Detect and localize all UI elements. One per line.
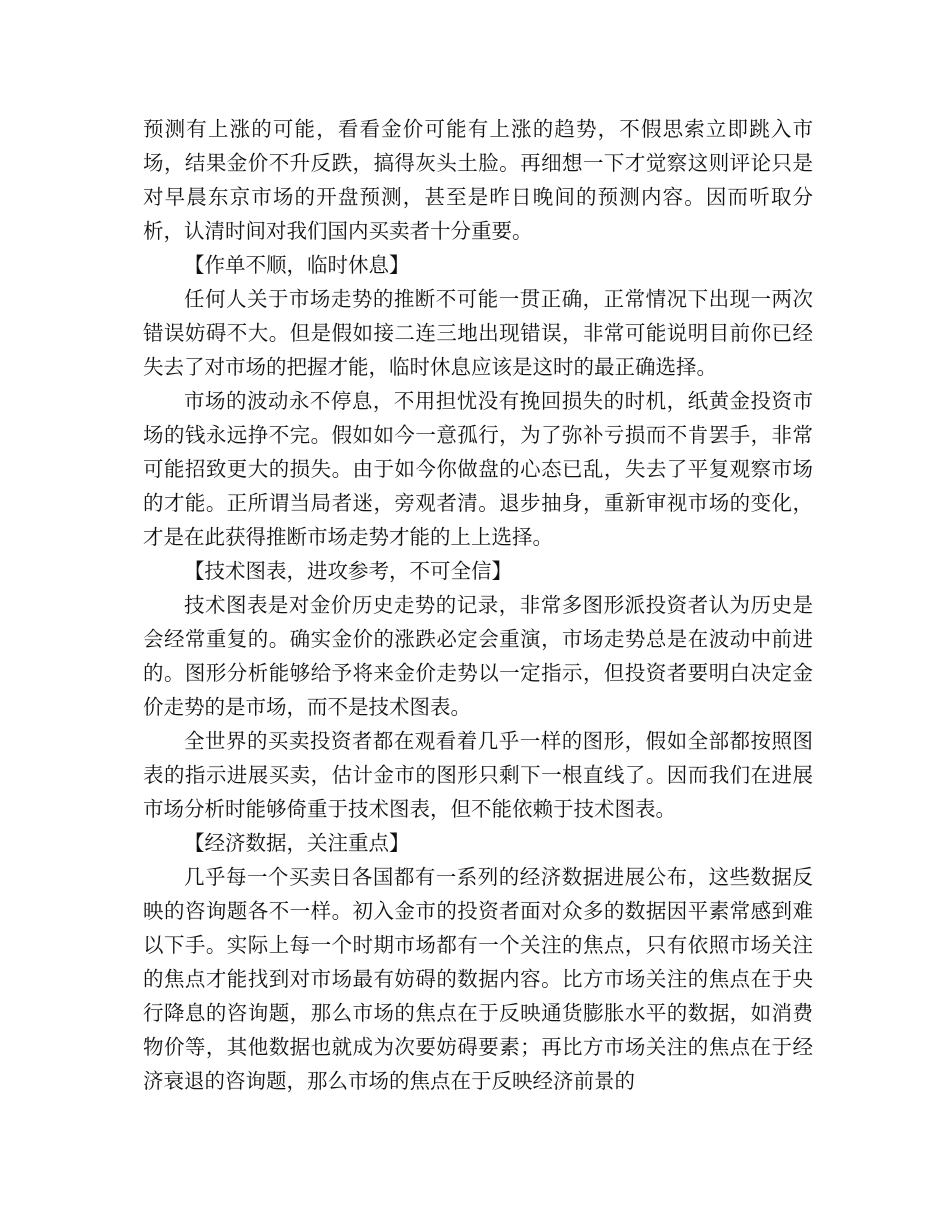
section-heading-technical-charts: 【技术图表，进攻参考，不可全信】 <box>184 559 512 583</box>
paragraph-technical-charts-2: 全世界的买卖投资者都在观看着几乎一样的图形，假如全部都按照图表的指示进展买卖，估计金市的图形只剩下一根直线了。因而我们在进展市场分析时能够倚重于技术图表，但不能依赖于技术图表。 <box>143 729 813 821</box>
section-heading-pause-trading: 【作单不顺，临时休息】 <box>184 253 410 277</box>
section-heading-economic-data: 【经济数据，关注重点】 <box>184 831 410 855</box>
document-page <box>143 112 813 1098</box>
paragraph-pause-trading-2: 市场的波动永不停息，不用担忧没有挽回损失的时机，纸黄金投资市场的钱永远挣不完。假如如今一意孤行，为了弥补亏损而不肯罢手，非常可能招致更大的损失。由于如今你做盘的心态已乱，失去了平复观察市场的才能。正所谓当局者迷，旁观者清。退步抽身，重新审视市场的变化，才是在此获得推断市场走势才能的上上选择。 <box>143 389 813 549</box>
paragraph-technical-charts-1: 技术图表是对金价历史走势的记录，非常多图形派投资者认为历史是会经常重复的。确实金价的涨跌必定会重演，市场走势总是在波动中前进的。图形分析能够给予将来金价走势以一定指示，但投资者要明白决定金价走势的是市场，而不是技术图表。 <box>143 593 813 719</box>
paragraph-intro-continuation: 预测有上涨的可能，看看金价可能有上涨的趋势，不假思索立即跳入市场，结果金价不升反跌，搞得灰头土脸。再细想一下才觉察这则评论只是对早晨东京市场的开盘预测，甚至是昨日晚间的预测内容。因而听取分析，认清时间对我们国内买卖者十分重要。 <box>143 117 813 243</box>
paragraph-economic-data-1: 几乎每一个买卖日各国都有一系列的经济数据进展公布，这些数据反映的咨询题各不一样。初入金市的投资者面对众多的数据因平素常感到难以下手。实际上每一个时期市场都有一个关注的焦点，只有依照市场关注的焦点才能找到对市场最有妨碍的数据内容。比方市场关注的焦点在于央行降息的咨询题，那么市场的焦点在于反映通货膨胀水平的数据，如消费物价等，其他数据也就成为次要妨碍要素；再比方市场关注的焦点在于经济衰退的咨询题，那么市场的焦点在于反映经济前景的 <box>143 865 813 1093</box>
paragraph-pause-trading-1: 任何人关于市场走势的推断不可能一贯正确，正常情况下出现一两次错误妨碍不大。但是假如接二连三地出现错误，非常可能说明目前你已经失去了对市场的把握才能，临时休息应该是这时的最正确选择。 <box>143 287 813 379</box>
